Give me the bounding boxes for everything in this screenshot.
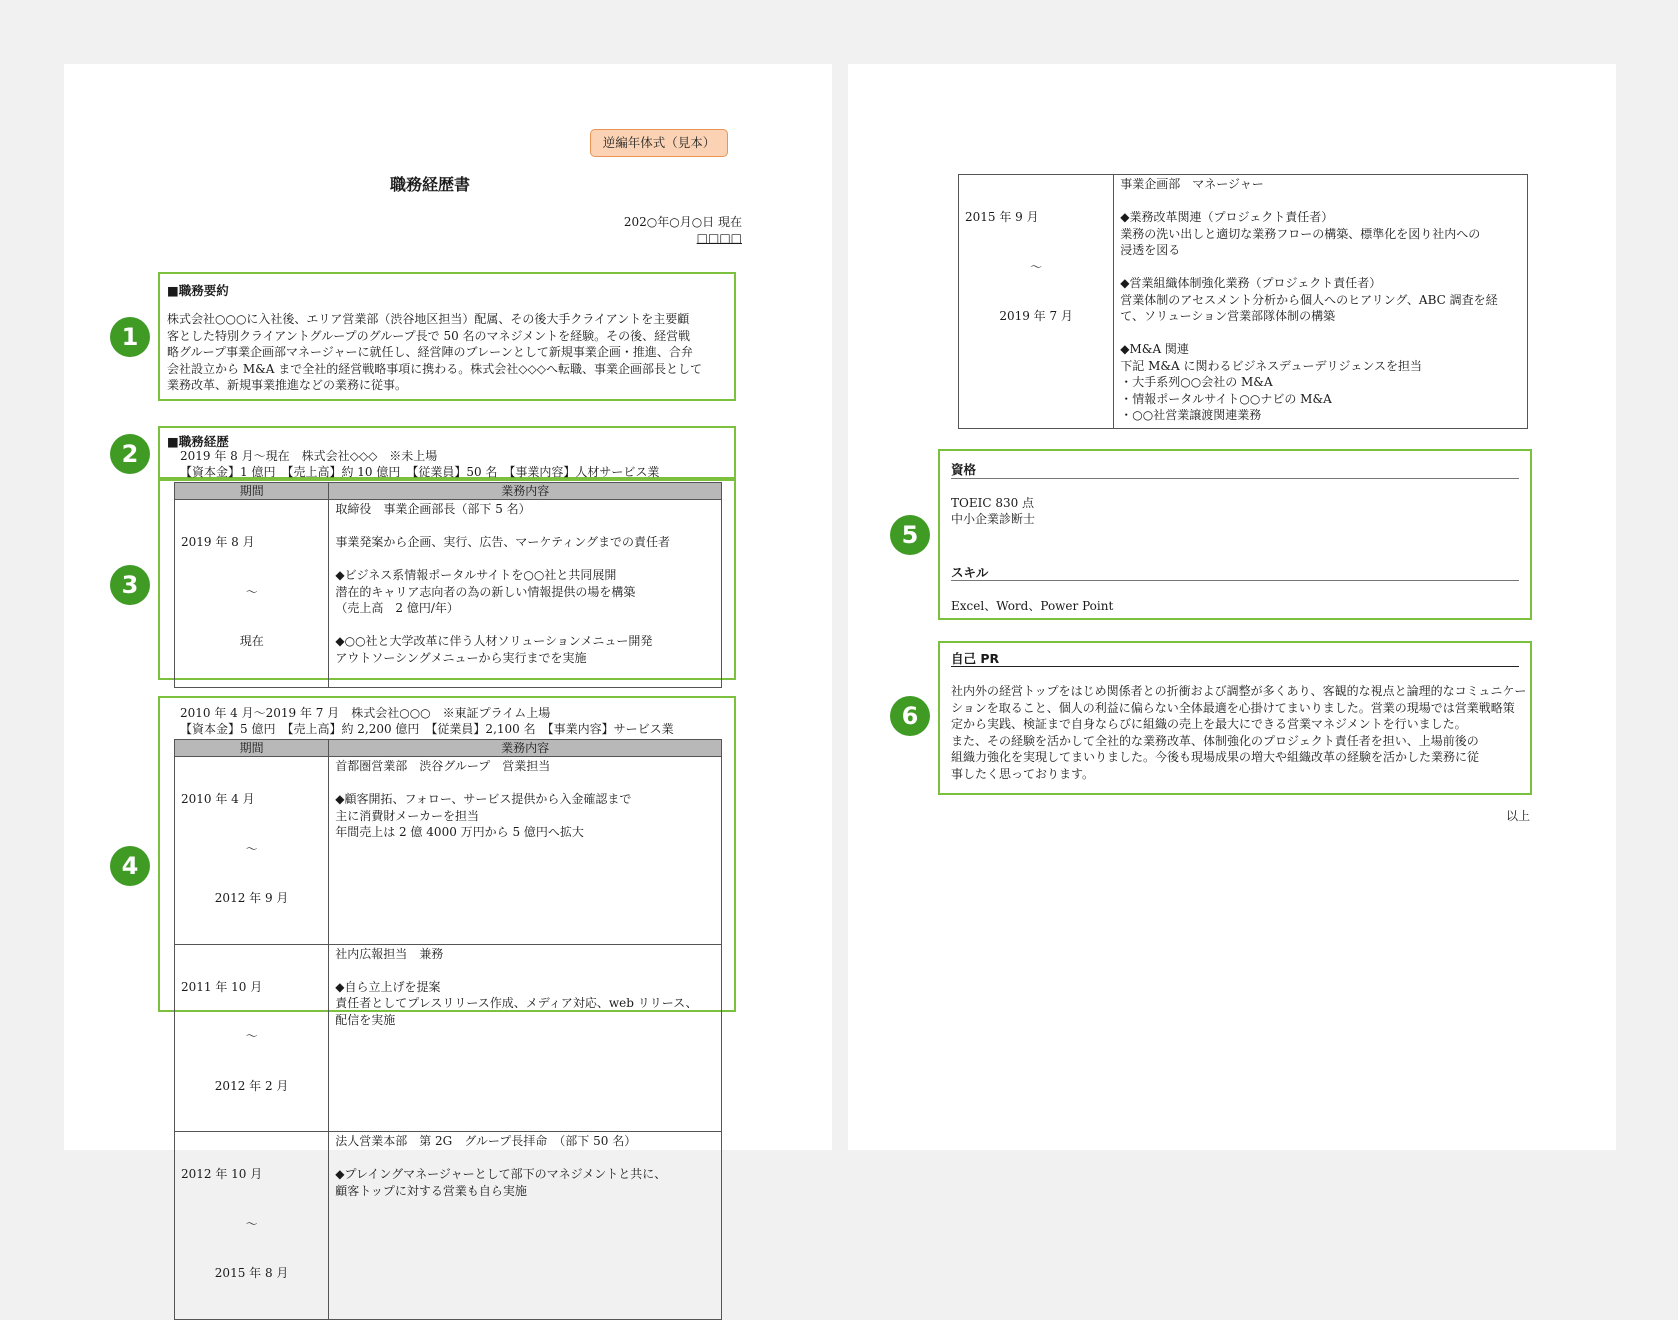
company2-table [174, 739, 722, 1320]
company1-info-line: 【資本金】1 億円 【売上高】約 10 億円 【従業員】50 名 【事業内容】人材サービス業 [180, 465, 660, 479]
summary-text [167, 311, 702, 394]
section-badge-4: 4 [110, 846, 150, 886]
period-to: 現在 [239, 634, 264, 648]
period-from: 2012 年 10 月 [181, 1167, 263, 1181]
self-pr-text [951, 683, 1526, 782]
section-badge-6: 6 [890, 696, 930, 736]
self-pr-line: 社内外の経営トップをはじめ関係者との折衝および調整が多くあり、客観的な視点と論理的なコミュニケー [951, 684, 1527, 698]
format-tag: 逆編年体式（見本） [590, 129, 728, 157]
table-row [175, 944, 722, 1132]
table-row [175, 500, 722, 688]
company2-line: 2010 年 4 月～2019 年 7 月 株式会社○○○ ※東証プライム上場 [180, 706, 551, 720]
col-period-header: 期間 [175, 740, 329, 757]
period-separator: ～ [245, 1029, 258, 1043]
content-cell: 首都圏営業部 渋谷グループ 営業担当 ◆顧客開拓、フォロー、サービス提供から入金確認まで 主に消費財メーカーを担当 年間売上は 2 億 4000 万円から 5 億円へ拡大 [329, 757, 722, 945]
summary-line: 会社設立から M&A まで全社的経営戦略事項に携わる。株式会社◇◇◇へ転職、事業企画部長として [167, 361, 702, 376]
history-heading: ■職務経歴 [167, 434, 229, 449]
skills-heading: スキル [951, 565, 989, 580]
table-row [175, 1132, 722, 1320]
qualification-item: 中小企業診断士 [951, 512, 1036, 526]
self-pr-heading: 自己 PR [951, 651, 1000, 666]
period-to: 2012 年 2 月 [214, 1078, 289, 1093]
section-badge-1: 1 [110, 317, 150, 357]
period-separator: ～ [245, 1216, 258, 1231]
period-cell [959, 175, 1114, 429]
period-cell [175, 944, 329, 1132]
summary-line: 略グループ事業企画部マネージャーに就任し、経営陣のブレーンとして新規事業企画・推進、合弁 [167, 345, 693, 359]
col-content-header: 業務内容 [329, 483, 722, 500]
qualifications-box [938, 449, 1532, 620]
period-from: 2019 年 8 月 [181, 535, 255, 549]
self-pr-line: 組織力強化を実現してまいりました。今後も現場成果の増大や組織改革の経験を活かした業務に従 [951, 750, 1480, 764]
section-badge-5: 5 [890, 515, 930, 555]
qualification-item: TOEIC 830 点 [951, 496, 1035, 510]
name-line: □□□□ [696, 231, 742, 245]
period-separator: ～ [245, 584, 258, 599]
period-from: 2011 年 10 月 [181, 979, 263, 994]
col-period-header: 期間 [175, 483, 329, 500]
document-page-right [848, 64, 1616, 1150]
summary-heading: ■職務要約 [167, 283, 229, 298]
section-badge-2: 2 [110, 434, 150, 474]
self-pr-line: 定から実践、検証まで自身ならびに組織の売上を最大にできる営業マネジメントを行いました。 [951, 717, 1467, 731]
section-badge-3: 3 [110, 565, 150, 605]
company2-info-line: 【資本金】5 億円 【売上高】約 2,200 億円 【従業員】2,100 名 【事業内容】サービス業 [180, 722, 674, 736]
content-cell: 事業企画部 マネージャー ◆業務改革関連（プロジェクト責任者） 業務の洗い出しと適切な業務フローの構築、標準化を図り社内への 浸透を図る ◆営業組織体制強化業務（プロジェクト責任者） 営業体制のアセスメント分析から個人へのヒアリング、ABC 調査を経 て、ソリューション営業部隊体制の構築 ◆M&A 関連 下記 M&A に関わるビジネスデューデリジェンスを担当 ・大手系列○○会社の M&A ・情報ポータルサイト○○ナビの M&A ・○○社営業譲渡関連業務 [1114, 175, 1528, 429]
skills-rule [951, 580, 1519, 581]
qualifications-rule [951, 478, 1519, 479]
qualifications-heading: 資格 [951, 462, 977, 477]
summary-line: 株式会社○○○に入社後、エリア営業部（渋谷地区担当）配属、その後大手クライアントを主要顧 [167, 312, 690, 326]
period-separator: ～ [245, 841, 258, 856]
period-to: 2015 年 8 月 [214, 1266, 289, 1280]
summary-line: 業務改革、新規事業推進などの業務に従事。 [167, 378, 408, 392]
content-cell: 法人営業本部 第 2G グループ長拝命 （部下 50 名） ◆プレイングマネージャーとして部下のマネジメントと共に、 顧客トップに対する営業も自ら実施 [329, 1132, 722, 1320]
period-from: 2010 年 4 月 [181, 792, 255, 806]
company1-table [174, 482, 722, 688]
period-cell [175, 500, 329, 688]
period-from: 2015 年 9 月 [965, 210, 1039, 224]
continued-table [958, 174, 1528, 429]
self-pr-line: ションを取ること、個人の利益に偏らない全体最適を心掛けてまいりました。営業の現場では営業戦略策 [951, 700, 1515, 715]
period-cell [175, 757, 329, 945]
content-cell: 社内広報担当 兼務 ◆自ら立上げを提案 責任者としてプレスリリース作成、メディア対応、web リリース、 配信を実施 [329, 944, 722, 1132]
company1-line: 2019 年 8 月～現在 株式会社◇◇◇ ※未上場 [180, 449, 438, 463]
self-pr-rule [951, 666, 1519, 667]
content-cell: 取締役 事業企画部長（部下 5 名） 事業発案から企画、実行、広告、マーケティングまでの責任者 ◆ビジネス系情報ポータルサイトを○○社と共同展開 潜在的キャリア志向者の為の新しい情報提供の場を構築 （売上高 2 億円/年） ◆○○社と大学改革に伴う人材ソリューションメニュー開発 アウトソーシングメニューから実行までを実施 [329, 500, 722, 688]
col-content-header: 業務内容 [329, 740, 722, 757]
document-title: 職務経歴書 [389, 175, 470, 194]
period-separator: ～ [1030, 259, 1043, 274]
closing-text: 以上 [1505, 809, 1530, 823]
table-row [959, 175, 1528, 429]
period-to: 2012 年 9 月 [214, 891, 289, 905]
date-line: 202○年○月○日 現在 [623, 215, 742, 229]
period-cell [175, 1132, 329, 1320]
self-pr-line: 事したく思っております。 [951, 766, 1095, 781]
document-page-left [64, 64, 832, 1280]
skills-text: Excel、Word、Power Point [951, 599, 1114, 613]
summary-line: 客とした特別クライアントグループのグループ長で 50 名のマネジメントを経験。その後、経営戦 [167, 328, 691, 343]
self-pr-line: また、その経験を活かして全社的な業務改革、体制強化のプロジェクト責任者を担い、上場前後の [951, 733, 1479, 748]
period-to: 2019 年 7 月 [999, 309, 1073, 323]
table-row [175, 757, 722, 945]
